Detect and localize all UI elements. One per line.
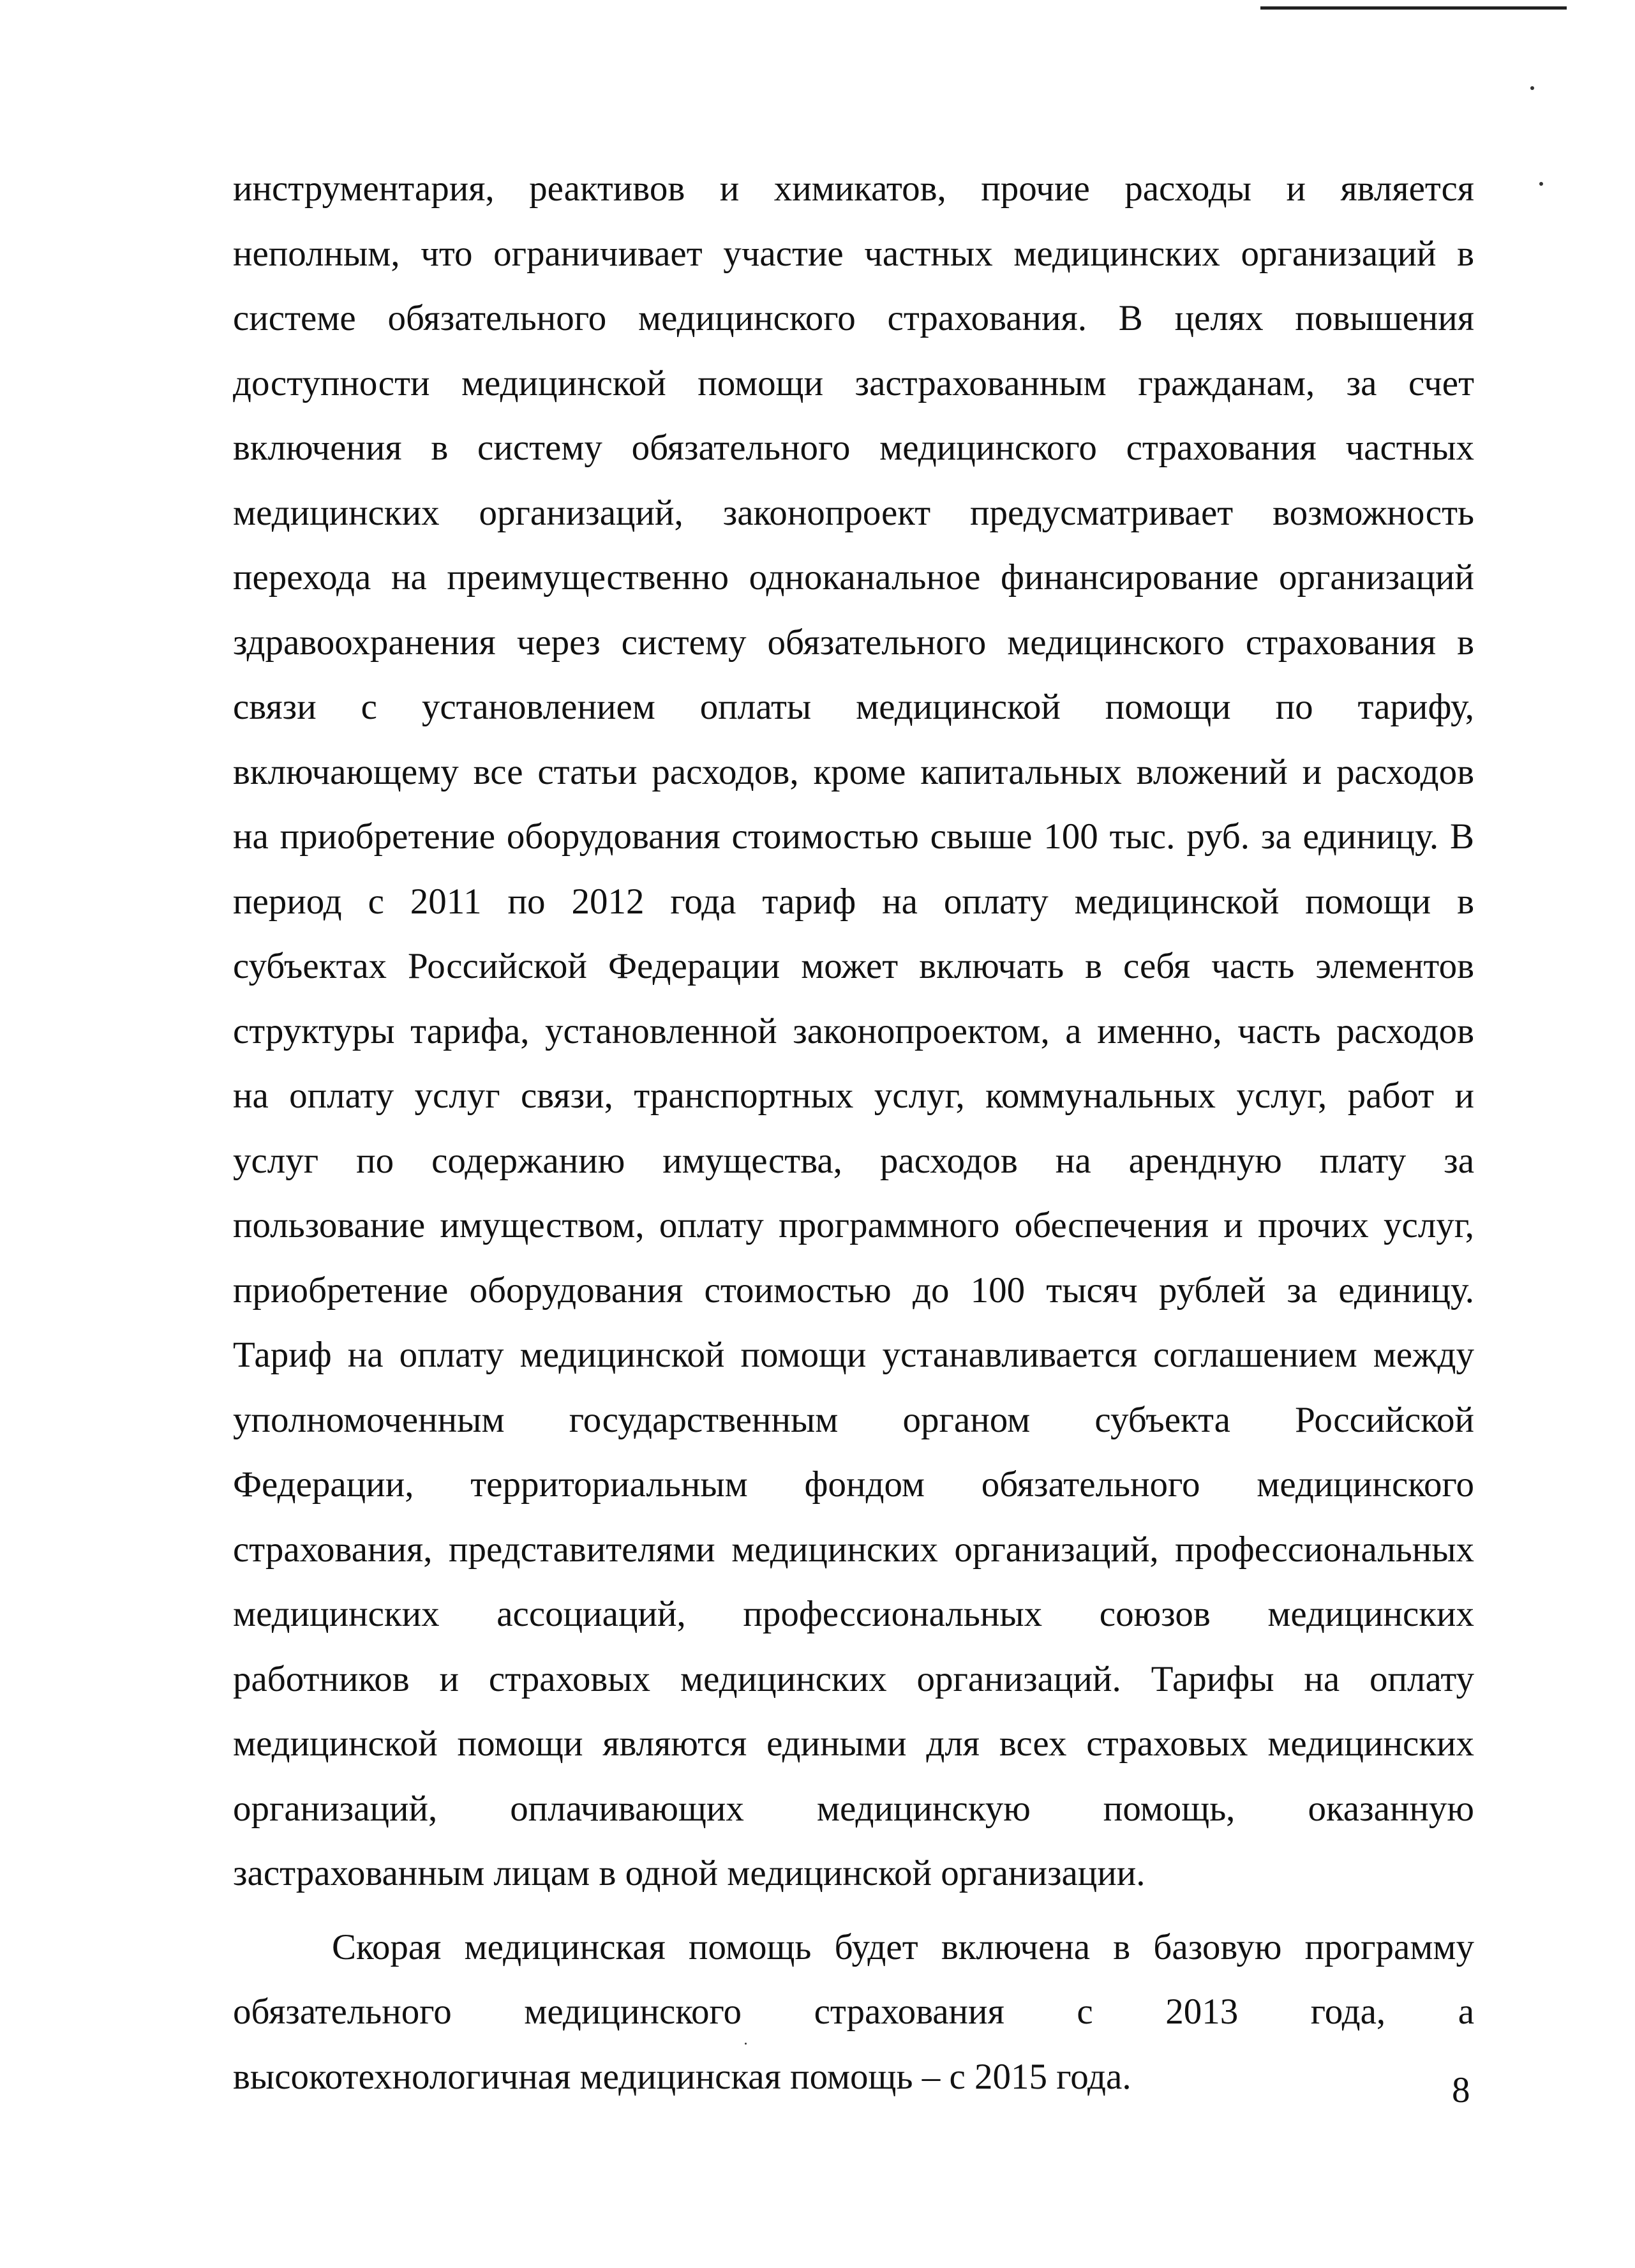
text-line: включения в систему обязательного медицинского страхования частных <box>233 428 1474 468</box>
scan-speck <box>1530 86 1534 90</box>
text-line: Федерации, территориальным фондом обязательного медицинского <box>233 1464 1474 1505</box>
text-line: субъектах Российской Федерации может включать в себя часть элементов <box>233 946 1474 986</box>
text-line: уполномоченным государственным органом субъекта Российской <box>233 1399 1474 1440</box>
text-line: страхования, представителями медицинских организаций, профессиональных <box>233 1529 1474 1570</box>
text-line: на оплату услуг связи, транспортных услуг, коммунальных услуг, работ и <box>233 1076 1474 1116</box>
text-line: доступности медицинской помощи застрахованным гражданам, за счет <box>233 363 1474 403</box>
text-line: застрахованным лицам в одной медицинской организации. <box>233 1853 1146 1893</box>
text-line: связи с установлением оплаты медицинской помощи по тарифу, <box>233 687 1474 727</box>
text-line: высокотехнологичная медицинская помощь – с 2015 года. <box>233 2056 1131 2097</box>
text-line: медицинских ассоциаций, профессиональных союзов медицинских <box>233 1594 1474 1634</box>
text-line: структуры тарифа, установленной законопроектом, а именно, часть расходов <box>233 1010 1474 1051</box>
document-body <box>233 156 1474 2109</box>
paragraph-ambulance <box>233 1915 1474 2110</box>
text-line: медицинской помощи являются едиными для всех страховых медицинских <box>233 1724 1474 1764</box>
top-edge-rule <box>1260 6 1567 10</box>
text-line: Тариф на оплату медицинской помощи устанавливается соглашением между <box>233 1335 1474 1375</box>
paragraph-tariff <box>233 156 1474 1906</box>
text-line: перехода на преимущественно одноканальное финансирование организаций <box>233 557 1474 597</box>
text-line: инструментария, реактивов и химикатов, прочие расходы и является <box>233 169 1474 209</box>
page-number: 8 <box>1452 2070 1470 2110</box>
text-line: услуг по содержанию имущества, расходов на арендную плату за <box>233 1140 1474 1181</box>
text-line: период с 2011 по 2012 года тариф на оплату медицинской помощи в <box>233 881 1474 922</box>
scan-speck <box>1539 182 1543 186</box>
text-line: организаций, оплачивающих медицинскую помощь, оказанную <box>233 1788 1474 1829</box>
text-line: системе обязательного медицинского страхования. В целях повышения <box>233 298 1474 338</box>
text-line: здравоохранения через систему обязательного медицинского страхования в <box>233 622 1474 663</box>
text-line: Скорая медицинская помощь будет включена в базовую программу <box>332 1926 1474 1967</box>
text-line: пользование имуществом, оплату программного обеспечения и прочих услуг, <box>233 1205 1474 1245</box>
text-line: работников и страховых медицинских организаций. Тарифы на оплату <box>233 1658 1474 1699</box>
text-line: обязательного медицинского страхования с 2013 года, а <box>233 1992 1474 2032</box>
text-line: включающему все статьи расходов, кроме капитальных вложений и расходов <box>233 751 1474 792</box>
text-line: приобретение оборудования стоимостью до 100 тысяч рублей за единицу. <box>233 1270 1474 1310</box>
text-line: неполным, что ограничивает участие частных медицинских организаций в <box>233 233 1474 274</box>
text-line: медицинских организаций, законопроект предусматривает возможность <box>233 492 1474 533</box>
text-line: на приобретение оборудования стоимостью свыше 100 тыс. руб. за единицу. В <box>233 816 1474 857</box>
